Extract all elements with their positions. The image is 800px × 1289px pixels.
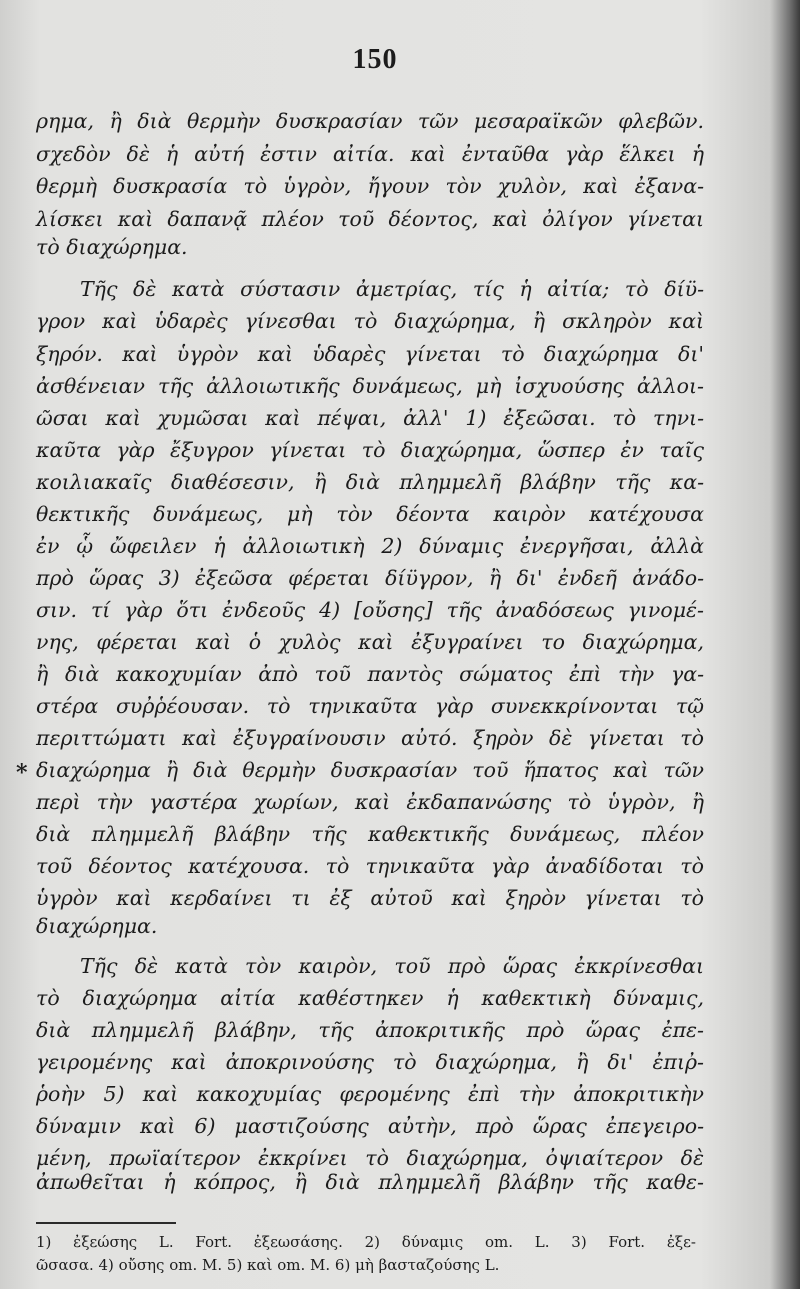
text-line: πρὸ ὥρας 3) ἐξεῶσα φέρεται δίϋγρον, ἢ δι' ἐνδεῆ ἀνάδο- xyxy=(36,566,704,590)
text-line: σχεδὸν δὲ ἡ αὐτή ἐστιν αἰτία. καὶ ἐνταῦθα γὰρ ἕλκει ἡ xyxy=(36,142,704,166)
text-line: ὑγρὸν καὶ κερδαίνει τι ἐξ αὐτοῦ καὶ ξηρὸν γίνεται τὸ xyxy=(36,886,704,910)
text-line: θεκτικῆς δυνάμεως, μὴ τὸν δέοντα καιρὸν κατέχουσα xyxy=(36,502,704,526)
text-line: καῦτα γὰρ ἔξυγρον γίνεται τὸ διαχώρημα, ὥσπερ ἐν ταῖς xyxy=(36,438,704,462)
text-line: δύναμιν καὶ 6) μαστιζούσης αὐτὴν, πρὸ ὥρας ἐπεγειρο- xyxy=(36,1114,704,1138)
footnote-rule xyxy=(36,1222,176,1224)
text-line: γρον καὶ ὑδαρὲς γίνεσθαι τὸ διαχώρημα, ἢ σκληρὸν καὶ xyxy=(36,309,704,333)
text-line: ξηρόν. καὶ ὑγρὸν καὶ ὑδαρὲς γίνεται τὸ διαχώρημα δι' xyxy=(36,342,704,366)
text-line: τὸ διαχώρημα. xyxy=(36,235,188,259)
text-line: διὰ πλημμελῆ βλάβην τῆς καθεκτικῆς δυνάμεως, πλέον xyxy=(36,822,704,846)
footnote-line: ῶσασα. 4) οὔσης om. M. 5) καὶ om. M. 6) μὴ βασταζούσης L. xyxy=(36,1256,500,1274)
text-line: ἐν ᾧ ὤφειλεν ἡ ἀλλοιωτικὴ 2) δύναμις ἐνεργῆσαι, ἀλλὰ xyxy=(36,534,704,558)
text-line: ἀπωθεῖται ἡ κόπρος, ἢ διὰ πλημμελῆ βλάβην τῆς καθε- xyxy=(36,1170,704,1194)
text-line: γειρομένης καὶ ἀποκρινούσης τὸ διαχώρημα, ἢ δι' ἐπιῤ- xyxy=(36,1050,704,1074)
text-line: μένη, πρωϊαίτερον ἐκκρίνει τὸ διαχώρημα, ὀψιαίτερον δὲ xyxy=(36,1146,704,1170)
text-line: ἢ διὰ κακοχυμίαν ἀπὸ τοῦ παντὸς σώματος ἐπὶ τὴν γα- xyxy=(36,662,704,686)
text-line: περὶ τὴν γαστέρα χωρίων, καὶ ἐκδαπανώσης τὸ ὑγρὸν, ἢ xyxy=(36,790,704,814)
text-line: στέρα συῤῥέουσαν. τὸ τηνικαῦτα γὰρ συνεκκρίνονται τῷ xyxy=(36,694,704,718)
text-line: ἀσθένειαν τῆς ἀλλοιωτικῆς δυνάμεως, μὴ ἰσχυούσης ἀλλοι- xyxy=(36,374,704,398)
text-line: σιν. τί γὰρ ὅτι ἐνδεοῦς 4) [οὔσης] τῆς ἀναδόσεως γινομέ- xyxy=(36,598,704,622)
footnote-line: 1) ἐξεώσης L. Fort. ἐξεωσάσης. 2) δύναμις om. L. 3) Fort. ἐξε- xyxy=(36,1233,696,1251)
text-line: ῥοὴν 5) καὶ κακοχυμίας φερομένης ἐπὶ τὴν ἀποκριτικὴν xyxy=(36,1082,704,1106)
text-line: λίσκει καὶ δαπανᾷ πλέον τοῦ δέοντος, καὶ ὀλίγον γίνεται xyxy=(36,207,704,231)
text-line: διαχώρημα. xyxy=(36,914,158,938)
text-line: Τῆς δὲ κατὰ σύστασιν ἀμετρίας, τίς ἡ αἰτία; τὸ δίϋ- xyxy=(80,277,704,301)
text-line: διαχώρημα ἢ διὰ θερμὴν δυσκρασίαν τοῦ ἥπατος καὶ τῶν xyxy=(36,758,704,782)
text-line: ρημα, ἢ διὰ θερμὴν δυσκρασίαν τῶν μεσαραϊκῶν φλεβῶν. xyxy=(36,109,704,133)
text-line: περιττώματι καὶ ἐξυγραίνουσιν αὐτό. ξηρὸν δὲ γίνεται τὸ xyxy=(36,726,704,750)
text-line: κοιλιακαῖς διαθέσεσιν, ἢ διὰ πλημμελῆ βλάβην τῆς κα- xyxy=(36,470,704,494)
text-line: ῶσαι καὶ χυμῶσαι καὶ πέψαι, ἀλλ' 1) ἐξεῶσαι. τὸ τηνι- xyxy=(36,406,704,430)
margin-marker: * xyxy=(16,760,28,786)
page-number: 150 xyxy=(352,44,398,75)
text-line: τὸ διαχώρημα αἰτία καθέστηκεν ἡ καθεκτικὴ δύναμις, xyxy=(36,986,704,1010)
text-line: Τῆς δὲ κατὰ τὸν καιρὸν, τοῦ πρὸ ὥρας ἐκκρίνεσθαι xyxy=(80,954,704,978)
text-line: νης, φέρεται καὶ ὁ χυλὸς καὶ ἐξυγραίνει το διαχώρημα, xyxy=(36,630,704,654)
text-line: διὰ πλημμελῆ βλάβην, τῆς ἀποκριτικῆς πρὸ ὥρας ἐπε- xyxy=(36,1018,704,1042)
text-line: θερμὴ δυσκρασία τὸ ὑγρὸν, ἤγουν τὸν χυλὸν, καὶ ἐξανα- xyxy=(36,174,704,198)
text-line: τοῦ δέοντος κατέχουσα. τὸ τηνικαῦτα γὰρ ἀναδίδοται τὸ xyxy=(36,854,704,878)
